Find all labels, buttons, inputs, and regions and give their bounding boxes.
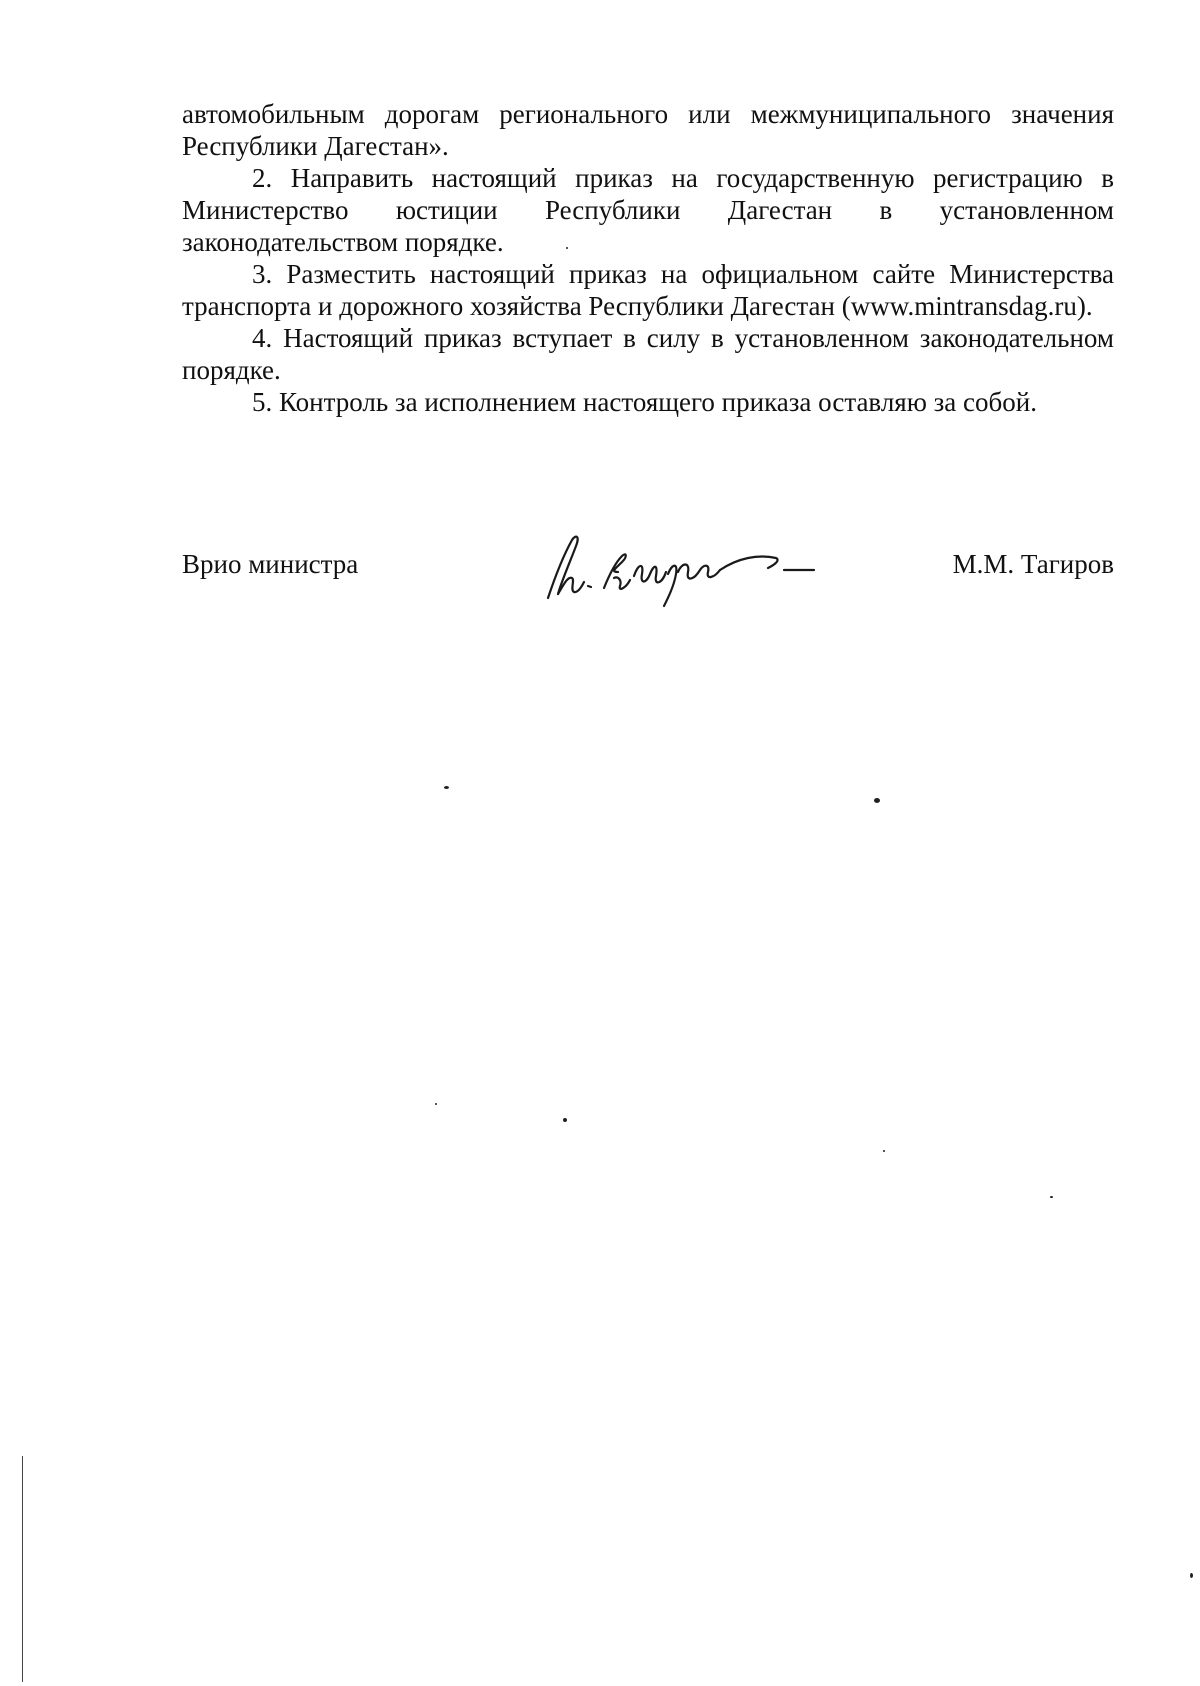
paragraph-item-2: 2. Направить настоящий приказ на государственную регистрацию в Министерство юстиции Республики Дагестан в установленном законодательством порядке. — [182, 163, 1114, 257]
paragraph-item-4: 4. Настоящий приказ вступает в силу в установленном законодательном порядке. — [182, 323, 1114, 385]
paragraph-item-3: 3. Разместить настоящий приказ на официальном сайте Министерства транспорта и дорожного хозяйства Республики Дагестан (www.mintransdag.ru). — [182, 259, 1114, 321]
scan-speck — [566, 247, 568, 249]
document-body — [182, 98, 1114, 418]
signature-block — [182, 548, 1114, 628]
scan-speck — [1050, 1196, 1053, 1198]
scan-speck — [444, 786, 449, 789]
scan-speck — [883, 1150, 885, 1152]
scan-edge-line — [22, 1456, 23, 1682]
scan-speck — [563, 1118, 567, 1122]
scan-speck — [1190, 1573, 1193, 1578]
paragraph-continuation: автомобильным дорогам регионального или межмуниципального значения Республики Дагестан». — [182, 99, 1114, 161]
signatory-name: М.М. Тагиров — [952, 549, 1114, 579]
signatory-title: Врио министра — [182, 549, 359, 579]
scan-speck — [435, 1103, 437, 1105]
scan-speck — [874, 798, 880, 803]
paragraph-item-5: 5. Контроль за исполнением настоящего приказа оставляю за собой. — [252, 387, 1037, 417]
handwritten-signature — [518, 528, 818, 608]
